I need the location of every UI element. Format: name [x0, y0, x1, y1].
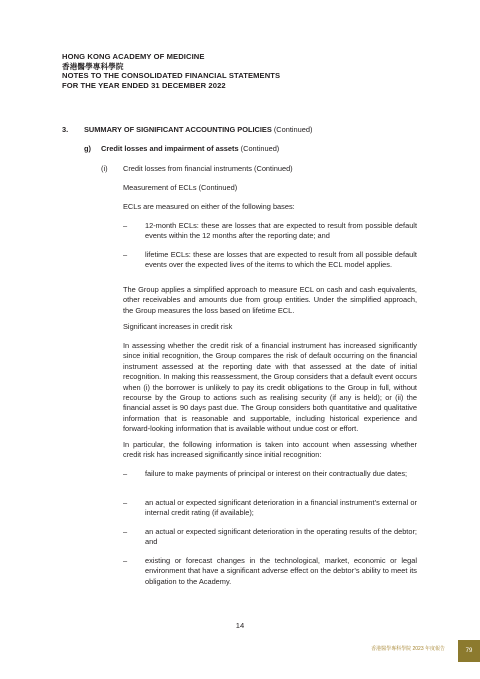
- section-number: 3.: [62, 125, 69, 134]
- particular-paragraph: In particular, the following information is taken into account when assessing whether credit risk has increased significantly since initial recognition:: [123, 440, 417, 460]
- item-title: Credit losses from financial instruments (Continued): [123, 164, 293, 173]
- page-number: 14: [235, 621, 245, 630]
- sicr-heading: Significant increases in credit risk: [123, 322, 233, 331]
- dash: –: [123, 527, 128, 536]
- bullet-12-month-ecl: 12-month ECLs: these are losses that are expected to result from possible default events within the 12 months after the reporting date; and: [145, 221, 417, 241]
- period-title: FOR THE YEAR ENDED 31 DECEMBER 2022: [62, 80, 226, 90]
- bullet-payment-failure: failure to make payments of principal or interest on their contractually due dates;: [145, 469, 408, 478]
- bullet-environment-changes: existing or forecast changes in the technological, market, economic or legal environment that have a significant adverse effect on the debtor’s ability to meet its obligation to the Academy.: [145, 556, 417, 586]
- dash: –: [123, 469, 128, 478]
- subsection-continued: (Continued): [238, 144, 280, 153]
- annual-report-footer: 香港醫學專科學院 2023 年度報告: [371, 646, 445, 652]
- subsection-heading: [101, 144, 279, 154]
- ecl-intro: ECLs are measured on either of the following bases:: [123, 202, 295, 211]
- section-title: SUMMARY OF SIGNIFICANT ACCOUNTING POLICIES: [84, 125, 272, 134]
- bullet-lifetime-ecl: lifetime ECLs: these are losses that are expected to result from all possible default events over the expected lives of the items to which the ECL model applies.: [145, 250, 417, 270]
- org-name: HONG KONG ACADEMY OF MEDICINE: [62, 52, 205, 61]
- assessing-paragraph: In assessing whether the credit risk of a financial instrument has increased significantly since initial recognition, the Group compares the risk of default occurring on the financial instrument assessed at the reporting date with that assessed at the date of initial recognition. In making this reassessment, the Group considers that a default event occurs when (i) the borrower is unlikely to pay its credit obligations to the Group in full, without recourse by the Group to actions such as realising security (if any is held); or (ii) the financial asset is 90 days past due. The Group considers both quantitative and qualitative information that is reasonable and supportable, including historical experience and forward-looking information that is available without undue cost or effort.: [123, 341, 417, 434]
- dash: –: [123, 250, 128, 259]
- dash: –: [123, 221, 128, 230]
- bullet-operating-results: an actual or expected significant deterioration in the operating results of the debtor; and: [145, 527, 417, 547]
- dash: –: [123, 556, 128, 565]
- section-continued: (Continued): [271, 125, 313, 134]
- bullet-credit-rating: an actual or expected significant deterioration in a financial instrument’s external or internal credit rating (if available);: [145, 498, 417, 518]
- section-heading: [84, 125, 312, 135]
- simplified-approach-paragraph: The Group applies a simplified approach to measure ECL on cash and cash equivalents, other receivables and amounts due from group entities. Under the simplified approach, the Group measures the loss based on lifetime ECL.: [123, 285, 417, 315]
- subsection-letter: g): [84, 144, 91, 153]
- document-header: [62, 52, 280, 90]
- org-name-chinese: 香港醫學專科學院: [62, 61, 124, 71]
- notes-title: NOTES TO THE CONSOLIDATED FINANCIAL STATEMENTS: [62, 71, 281, 81]
- item-roman: (i): [101, 164, 108, 173]
- measurement-heading: Measurement of ECLs (Continued): [123, 183, 238, 192]
- page-tab: 79: [458, 640, 480, 662]
- dash: –: [123, 498, 128, 507]
- subsection-title: Credit losses and impairment of assets: [101, 144, 239, 153]
